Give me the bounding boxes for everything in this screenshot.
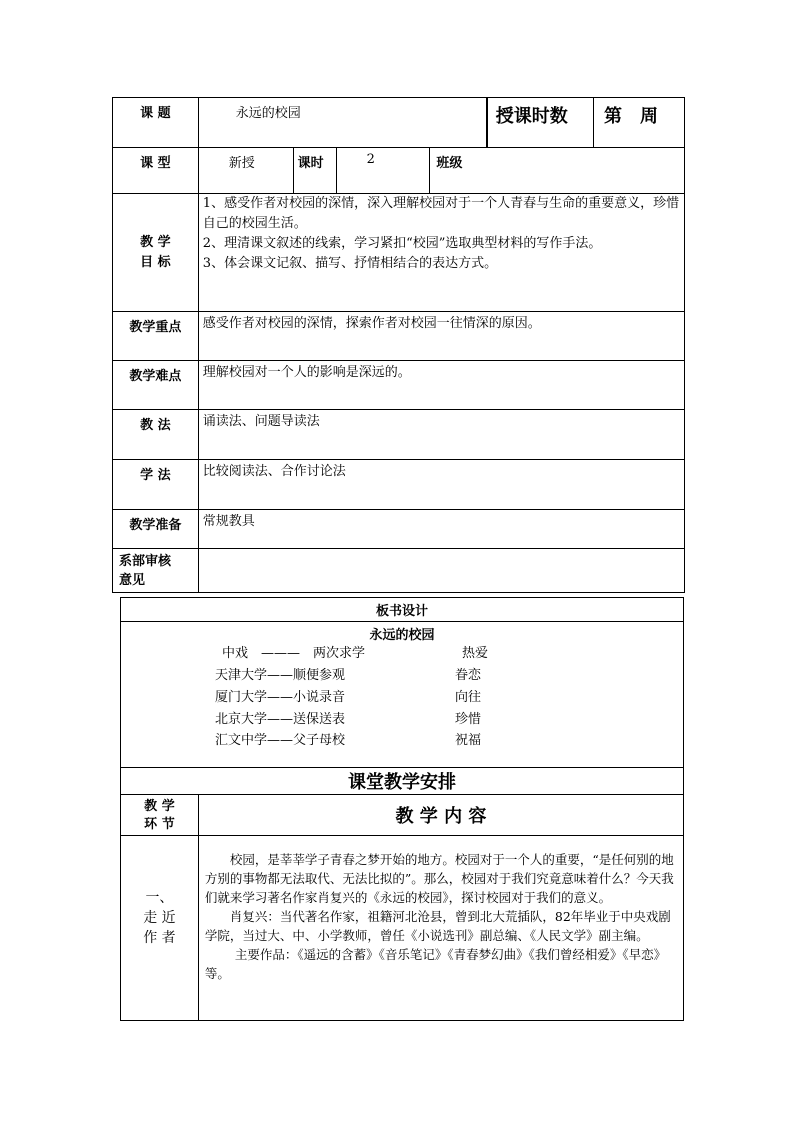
section-label — [121, 836, 199, 1021]
goal-3: 3、体会课文记叙、描写、抒情相结合的表达方式。 — [202, 256, 498, 271]
review-label — [113, 549, 199, 593]
learn-method-label: 学 法 — [113, 460, 199, 510]
board-line-1-right: 热爱 — [462, 646, 489, 661]
goals-content — [198, 194, 684, 312]
board-line-2-right: 眷恋 — [455, 668, 482, 683]
goal-2: 2、理清课文叙述的线索，学习紧扣“校园”选取典型材料的写作手法。 — [202, 236, 602, 251]
col-content: 教 学 内 容 — [198, 795, 683, 836]
col-label-line2: 环 节 — [144, 817, 175, 832]
board-line-5-left: 汇文中学——父子母校 — [215, 733, 346, 748]
board-and-arrangement-table — [120, 597, 684, 1021]
works-paragraph: 主要作品：《遥远的含蓄》《音乐笔记》《青春梦幻曲》《我们曾经相爱》《早恋》等。 — [204, 947, 667, 981]
class-value — [487, 148, 685, 194]
lesson-plan-table — [112, 97, 685, 593]
board-line-5-right: 祝福 — [455, 733, 482, 748]
board-header: 板书设计 — [121, 598, 684, 622]
difficulty-label: 教学难点 — [113, 361, 199, 410]
review-label-line1: 系部审核 — [119, 554, 172, 569]
learn-method-value: 比较阅读法、合作讨论法 — [198, 460, 684, 510]
board-line-3-right: 向往 — [455, 690, 482, 705]
goals-label-line2: 目 标 — [140, 254, 171, 270]
board-title: 永远的校园 — [369, 628, 435, 643]
section-line3: 作 者 — [143, 930, 176, 946]
goals-label-line1: 教 学 — [140, 234, 171, 250]
review-label-line2: 意见 — [119, 573, 146, 588]
section-content — [198, 836, 683, 1021]
topic-value: 永远的校园 — [198, 98, 486, 148]
author-paragraph: 肖复兴：当代著名作家，祖籍河北沧县，曾到北大荒插队，82年毕业于中央戏剧学院，当过大、中、小学教师，曾任《小说选刊》副总编、《人民文学》副主编。 — [204, 909, 671, 943]
teach-method-value: 诵读法、问题导读法 — [198, 410, 684, 460]
period-label: 课时 — [293, 148, 336, 194]
period-value: 2 — [336, 148, 430, 194]
arrangement-header: 课堂教学安排 — [121, 768, 684, 795]
board-content — [121, 622, 684, 768]
key-point-label: 教学重点 — [113, 312, 199, 361]
week-label: 第 周 — [594, 98, 685, 148]
difficulty-value: 理解校园对一个人的影响是深远的。 — [198, 361, 684, 410]
board-line-4-left: 北京大学——送保送表 — [215, 712, 346, 727]
intro-paragraph: 校园，是莘莘学子青春之梦开始的地方。校园对于一个人的重要，“是任何别的地方别的事物都无法取代、无法比拟的”。那么，校园对于我们究竟意味着什么？今天我们就来学习著名作家肖复兴的《永远的校园》，探讨校园对于我们的意义。 — [204, 852, 674, 905]
col-label — [121, 795, 199, 836]
preparation-value: 常规教具 — [198, 510, 684, 549]
goals-label — [113, 194, 199, 312]
key-point-value: 感受作者对校园的深情，探索作者对校园一往情深的原因。 — [198, 312, 684, 361]
teach-method-label: 教 法 — [113, 410, 199, 460]
review-value — [198, 549, 684, 593]
board-line-1-left: 中戏 ——— 两次求学 — [222, 646, 366, 661]
type-label: 课 型 — [113, 148, 199, 194]
col-label-line1: 教 学 — [144, 799, 175, 814]
preparation-label: 教学准备 — [113, 510, 199, 549]
section-num: 一、 — [145, 890, 174, 906]
type-value: 新授 — [198, 148, 293, 194]
topic-label: 课 题 — [113, 98, 199, 148]
class-label: 班级 — [430, 148, 487, 194]
board-line-2-left: 天津大学——顺便参观 — [215, 668, 346, 683]
board-line-3-left: 厦门大学——小说录音 — [215, 690, 346, 705]
hours-label: 授课时数 — [487, 98, 594, 148]
board-line-4-right: 珍惜 — [455, 712, 482, 727]
goal-1: 1、感受作者对校园的深情，深入理解校园对于一个人青春与生命的重要意义，珍惜自己的校园生活。 — [202, 196, 680, 231]
section-line2: 走 近 — [143, 910, 176, 926]
